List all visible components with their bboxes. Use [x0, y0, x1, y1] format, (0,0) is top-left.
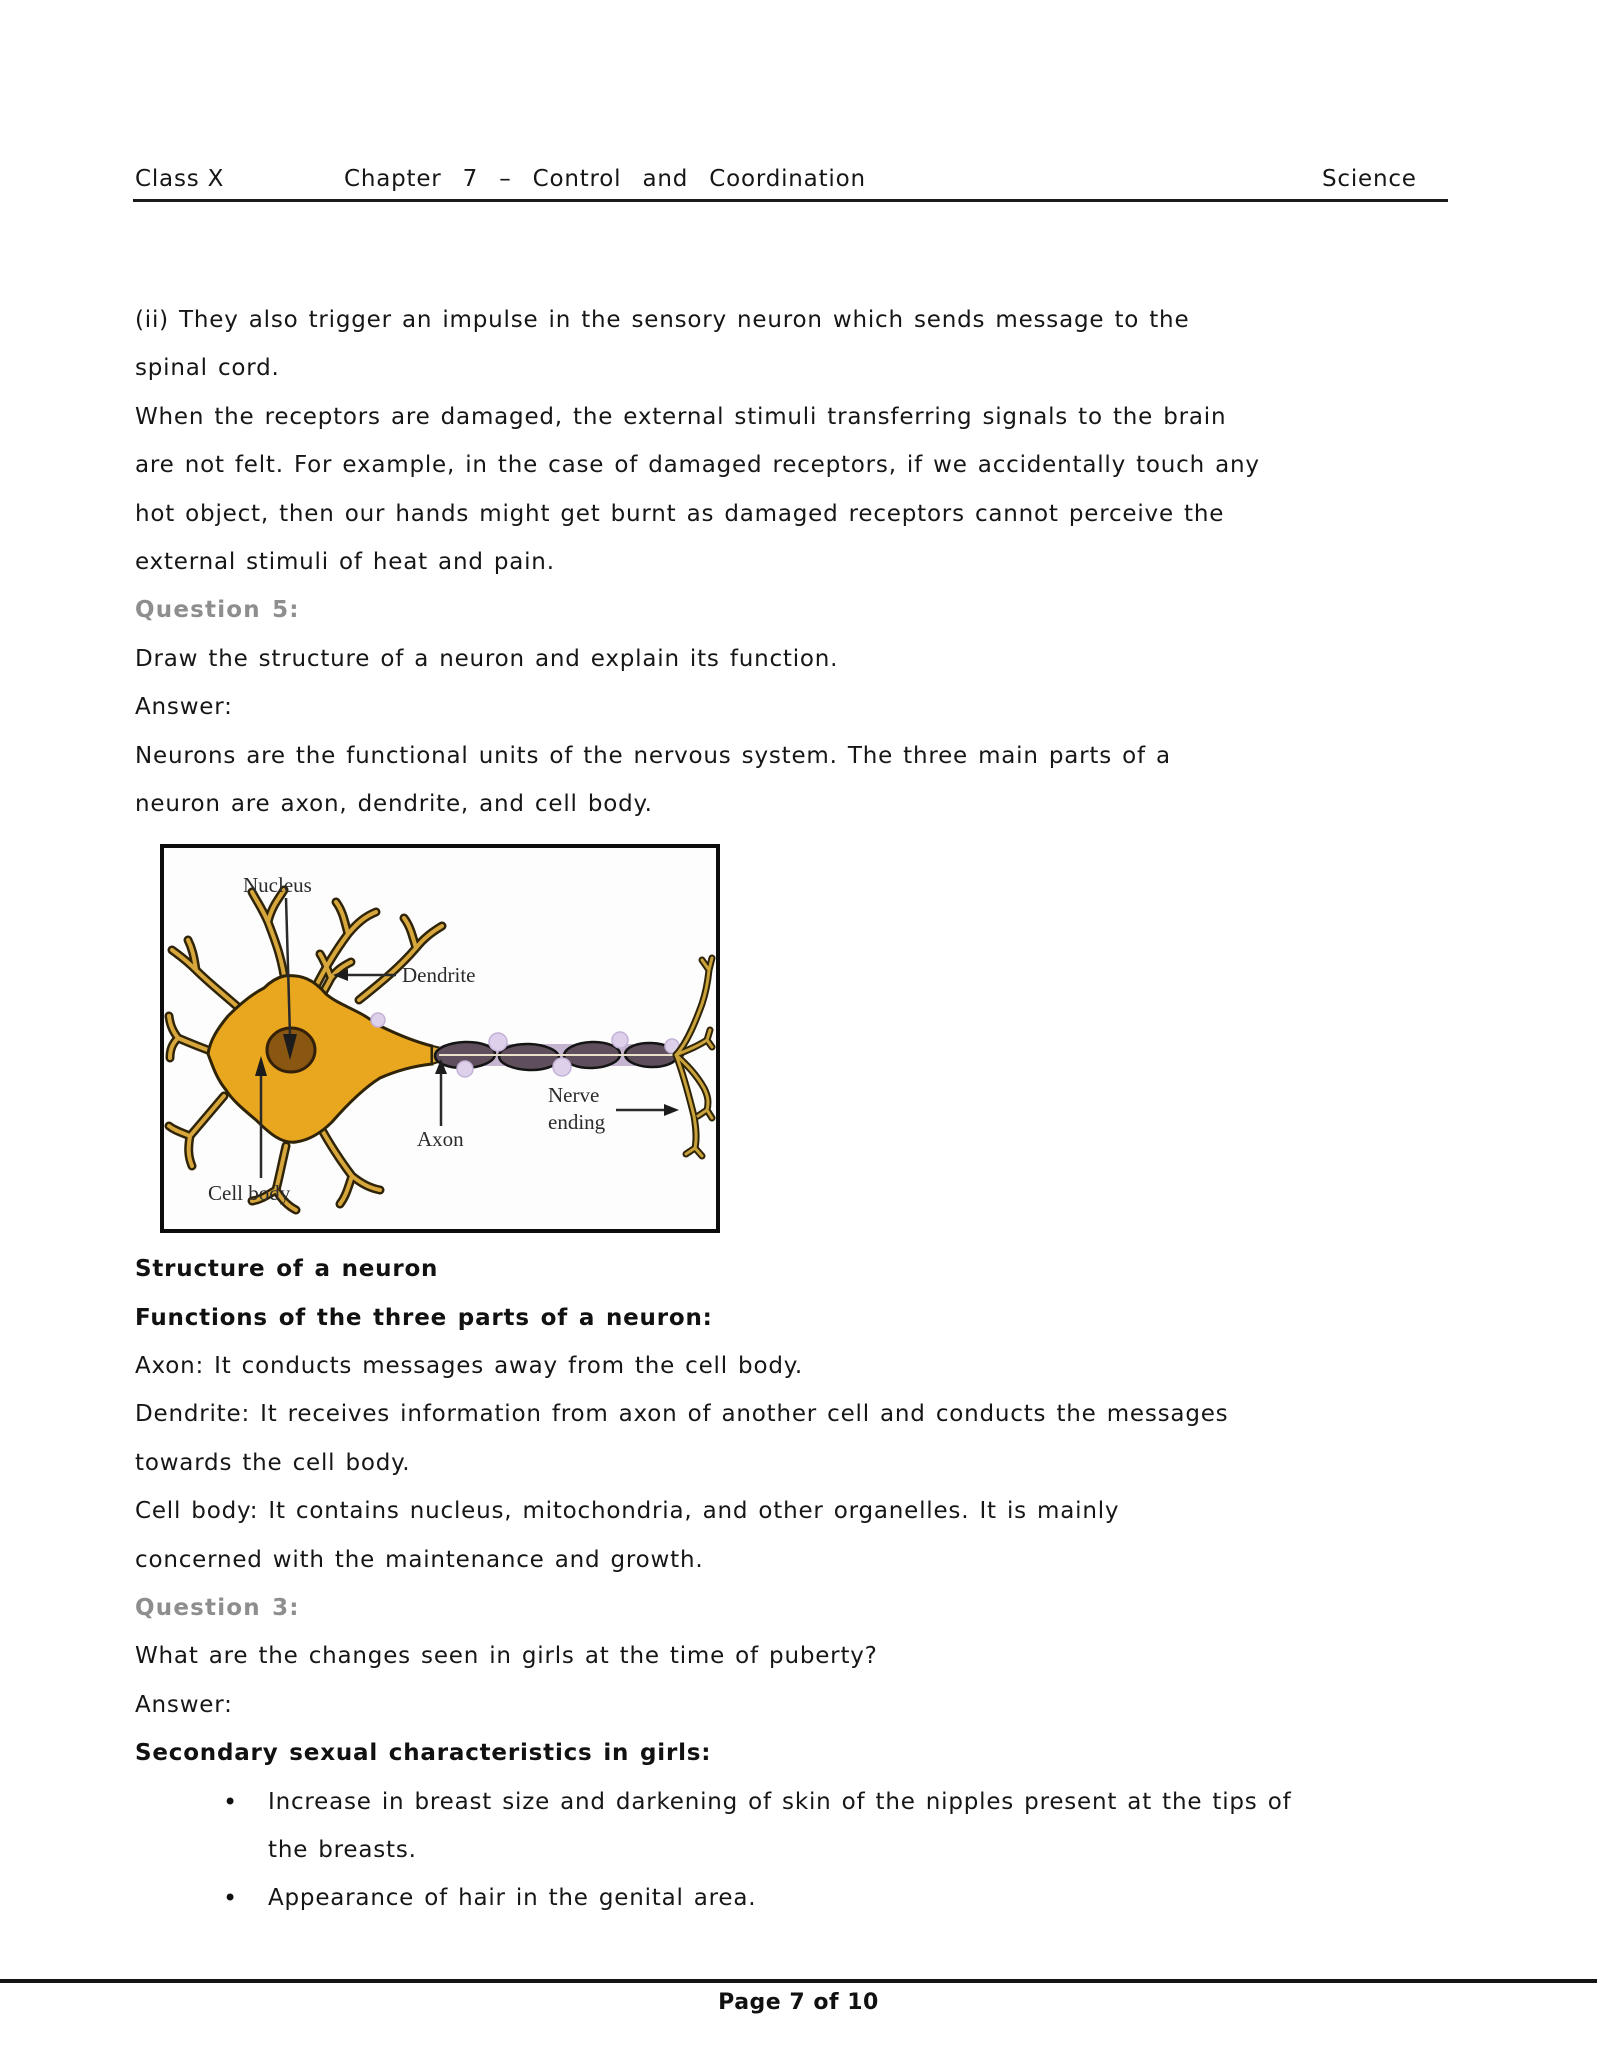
text-line: the breasts. — [268, 1836, 417, 1863]
document-body — [135, 296, 1465, 1923]
text-line: Functions of the three parts of a neuron: — [135, 1304, 713, 1331]
text-line: towards the cell body. — [135, 1449, 411, 1476]
figure-label-nerve-ending-1: Nerve — [548, 1083, 600, 1108]
paragraph — [135, 296, 1465, 393]
bold-heading — [135, 1729, 1465, 1777]
text-line: spinal cord. — [135, 355, 280, 382]
footer-rule — [0, 1979, 1597, 1983]
text-line: Cell body: It contains nucleus, mitochondria, and other organelles. It is mainly — [135, 1498, 1120, 1525]
cell-body-shape — [208, 976, 432, 1143]
question-label — [135, 1584, 1465, 1632]
paragraph — [135, 1390, 1465, 1487]
text-line: Secondary sexual characteristics in girls: — [135, 1740, 712, 1767]
header-subject: Science — [1322, 166, 1417, 192]
neuron-figure — [160, 844, 720, 1233]
text-line: Question 5: — [135, 597, 300, 624]
text-line: Question 3: — [135, 1595, 300, 1622]
text-line: neuron are axon, dendrite, and cell body. — [135, 790, 653, 817]
text-line: external stimuli of heat and pain. — [135, 548, 555, 575]
nerve-endings — [676, 958, 712, 1156]
bullet-item — [135, 1874, 1465, 1922]
question-label — [135, 586, 1465, 634]
figure-label-nucleus: Nucleus — [243, 873, 312, 898]
text-line: Draw the structure of a neuron and explain its function. — [135, 645, 839, 672]
text-line: hot object, then our hands might get burnt as damaged receptors cannot perceive the — [135, 500, 1225, 527]
text-line: What are the changes seen in girls at the time of puberty? — [135, 1643, 878, 1670]
text-line: concerned with the maintenance and growth. — [135, 1546, 704, 1573]
bold-heading — [135, 1294, 1465, 1342]
footer-page-number: Page 7 of 10 — [718, 1990, 879, 2015]
paragraph — [135, 1632, 1465, 1680]
figure-label-axon: Axon — [417, 1127, 464, 1152]
text-line: Answer: — [135, 1691, 233, 1718]
text-line: Axon: It conducts messages away from the cell body. — [135, 1353, 803, 1380]
neuron-diagram — [164, 848, 716, 1229]
figure-label-nerve-ending-2: ending — [548, 1110, 606, 1135]
text-line: Neurons are the functional units of the nervous system. The three main parts of a — [135, 742, 1171, 769]
figure-label-dendrite: Dendrite — [402, 963, 476, 988]
figure-label-cell-body: Cell body — [208, 1181, 291, 1206]
paragraph — [135, 1487, 1465, 1584]
nerve-ending-pointer-head — [664, 1104, 679, 1116]
text-line: are not felt. For example, in the case of damaged receptors, if we accidentally touch any — [135, 452, 1260, 479]
text-line: • Increase in breast size and darkening of skin of the nipples present at the tips of — [268, 1788, 1292, 1815]
paragraph — [135, 393, 1465, 587]
text-line: Dendrite: It receives information from axon of another cell and conducts the messages — [135, 1401, 1229, 1428]
header-class: Class X — [135, 166, 225, 192]
header-rule — [133, 199, 1448, 202]
paragraph — [135, 1681, 1465, 1729]
bullet-item — [135, 1778, 1465, 1875]
text-line: Structure of a neuron — [135, 1256, 439, 1283]
paragraph — [135, 635, 1465, 683]
text-line: When the receptors are damaged, the external stimuli transferring signals to the brain — [135, 403, 1227, 430]
text-line: (ii) They also trigger an impulse in the sensory neuron which sends message to the — [135, 307, 1190, 333]
paragraph — [135, 683, 1465, 731]
header-chapter-title: Chapter 7 – Control and Coordination — [344, 166, 866, 192]
paragraph — [135, 732, 1465, 829]
bold-heading — [135, 1245, 1465, 1293]
paragraph — [135, 1342, 1465, 1390]
text-line: • Appearance of hair in the genital area. — [268, 1885, 757, 1912]
text-line: Answer: — [135, 694, 233, 721]
